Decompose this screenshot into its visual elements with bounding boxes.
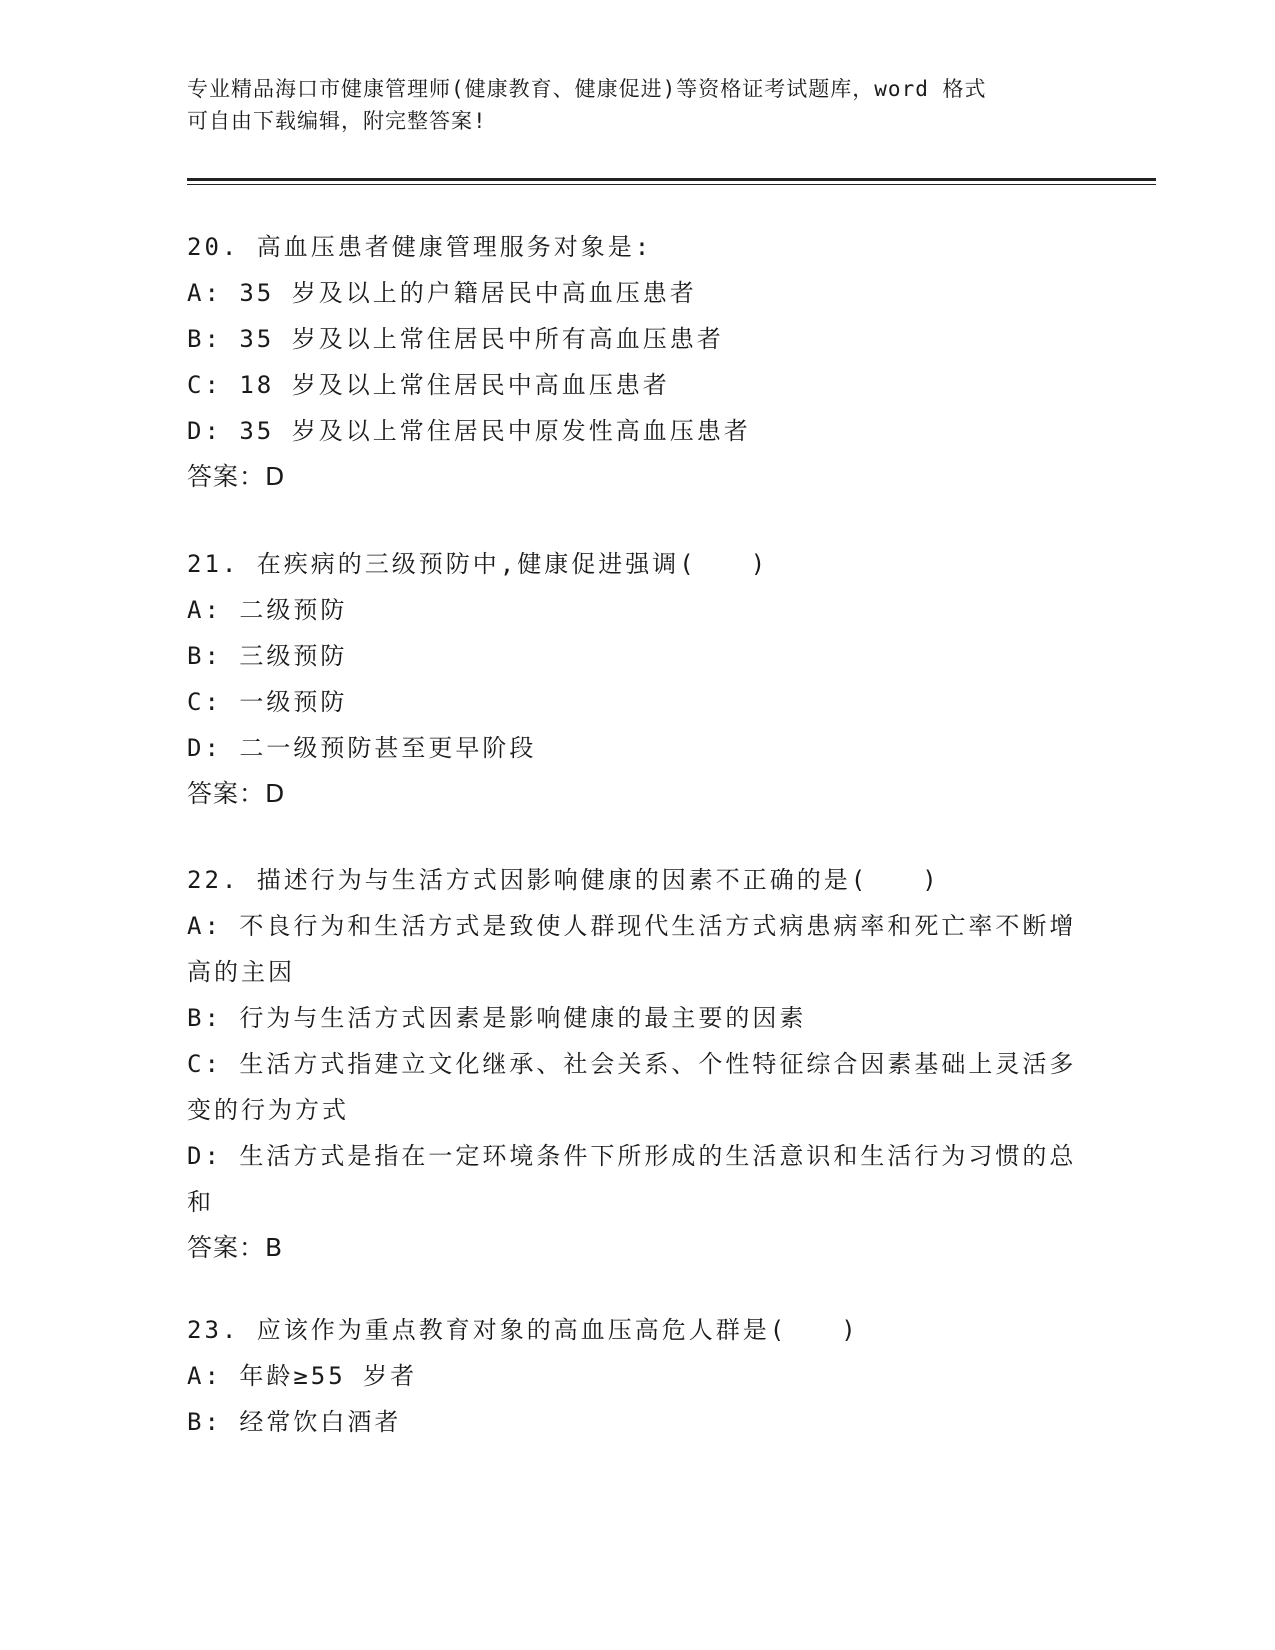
question-22 bbox=[187, 857, 1087, 1271]
question-stem: 21. 在疾病的三级预防中,健康促进强调( ) bbox=[187, 550, 769, 578]
question-stem: 23. 应该作为重点教育对象的高血压高危人群是( ) bbox=[187, 1316, 859, 1344]
question-23 bbox=[187, 1307, 1087, 1445]
header-line-2: 可自由下载编辑，附完整答案! bbox=[187, 109, 487, 133]
question-20 bbox=[187, 224, 1087, 500]
question-stem: 20. 高血压患者健康管理服务对象是: bbox=[187, 233, 653, 261]
question-21 bbox=[187, 541, 1087, 817]
document-header bbox=[187, 73, 1067, 137]
answer-label: 答案：D bbox=[187, 462, 286, 491]
option-d: D: 35 岁及以上常住居民中原发性高血压患者 bbox=[187, 417, 751, 445]
option-a: A: 不良行为和生活方式是致使人群现代生活方式病患病率和死亡率不断增高的主因 bbox=[187, 912, 1077, 986]
option-b: B: 35 岁及以上常住居民中所有高血压患者 bbox=[187, 325, 724, 353]
answer-label: 答案：B bbox=[187, 1233, 284, 1262]
option-a: A: 二级预防 bbox=[187, 596, 348, 624]
option-a: A: 年龄≥55 岁者 bbox=[187, 1362, 418, 1390]
option-c: C: 18 岁及以上常住居民中高血压患者 bbox=[187, 371, 670, 399]
header-divider-thick bbox=[187, 178, 1156, 181]
option-b: B: 经常饮白酒者 bbox=[187, 1408, 402, 1436]
option-c: C: 生活方式指建立文化继承、社会关系、个性特征综合因素基础上灵活多变的行为方式 bbox=[187, 1050, 1077, 1124]
question-stem: 22. 描述行为与生活方式因影响健康的因素不正确的是( ) bbox=[187, 866, 940, 894]
option-c: C: 一级预防 bbox=[187, 688, 348, 716]
option-a: A: 35 岁及以上的户籍居民中高血压患者 bbox=[187, 279, 697, 307]
option-d: D: 生活方式是指在一定环境条件下所形成的生活意识和生活行为习惯的总和 bbox=[187, 1142, 1077, 1216]
option-d: D: 二一级预防甚至更早阶段 bbox=[187, 734, 537, 762]
header-line-1: 专业精品海口市健康管理师(健康教育、健康促进)等资格证考试题库，word 格式 bbox=[187, 77, 987, 101]
option-b: B: 行为与生活方式因素是影响健康的最主要的因素 bbox=[187, 1004, 807, 1032]
option-b: B: 三级预防 bbox=[187, 642, 348, 670]
answer-label: 答案：D bbox=[187, 779, 286, 808]
header-divider-thin bbox=[187, 184, 1156, 185]
